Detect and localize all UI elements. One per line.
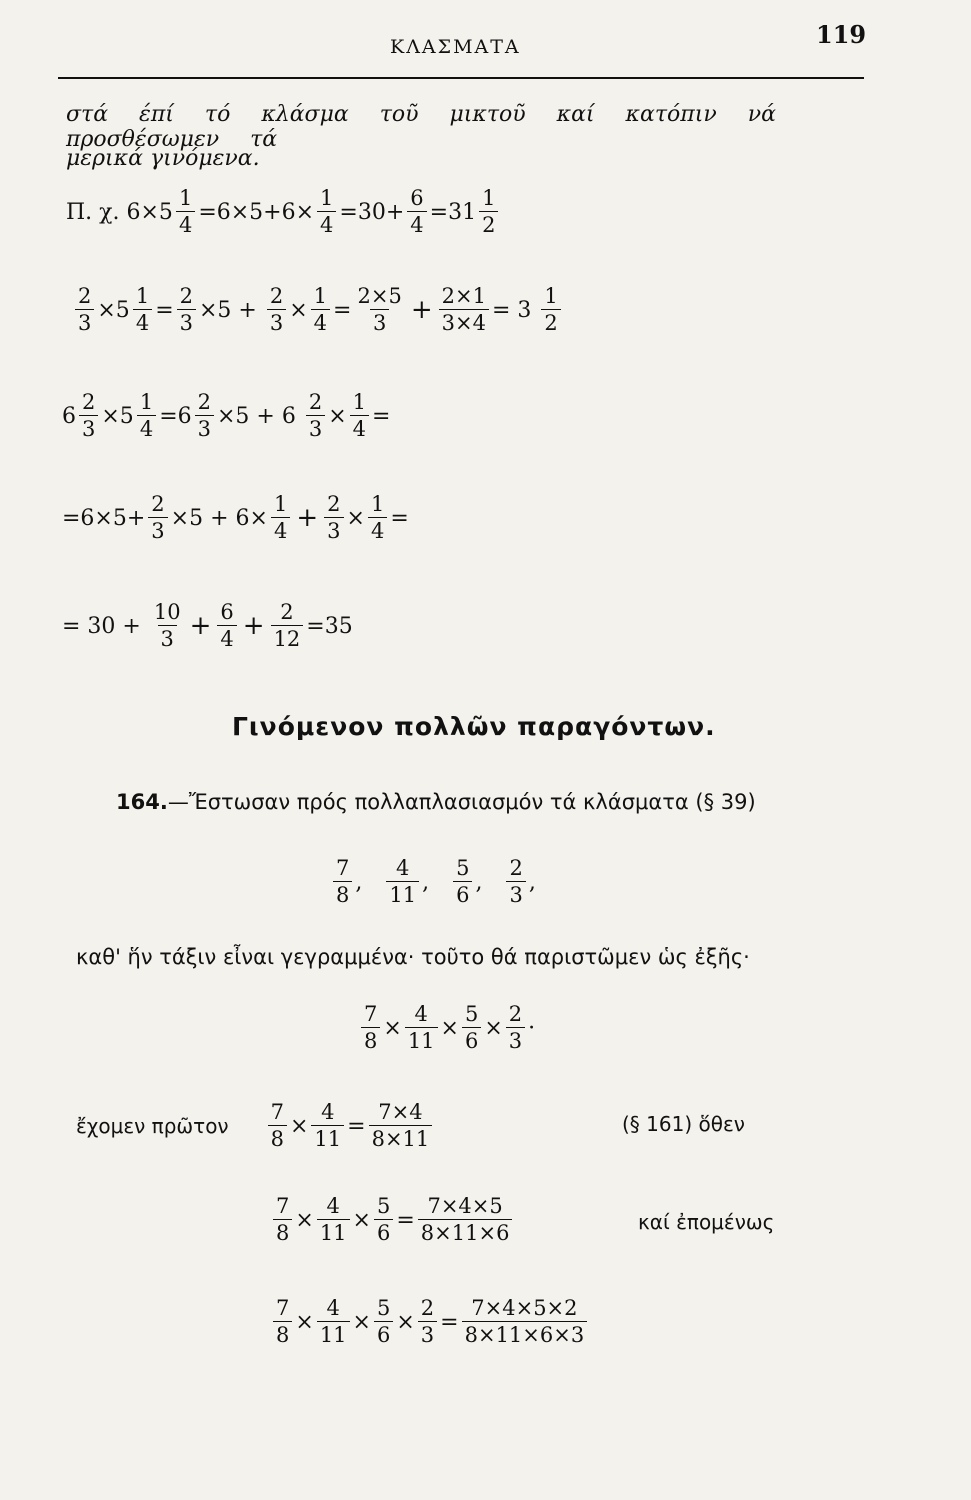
expr: =35 <box>306 613 353 639</box>
plus: + <box>296 503 319 533</box>
times: × <box>383 1015 402 1041</box>
fraction: $\frac{2}{3}$ <box>177 286 196 334</box>
fraction: $\frac{2}{12}$ <box>271 602 304 650</box>
fraction: $\frac{1}{4}$ <box>350 392 369 440</box>
fraction: $\frac{5}{6}$ <box>453 858 472 906</box>
expr: ×5 + 6× <box>170 505 268 531</box>
fraction: $\frac{7\times 4}{8\times 11}$ <box>369 1102 433 1150</box>
header-rule <box>58 77 864 79</box>
times: × <box>440 1015 459 1041</box>
example-3 <box>62 392 390 440</box>
plus: + <box>410 295 433 325</box>
fraction: $\frac{2}{3}$ <box>506 1004 525 1052</box>
product-notation <box>358 1004 535 1052</box>
example-5 <box>62 602 353 650</box>
expr: = <box>372 403 391 429</box>
fraction: $\frac{2\times 1}{3\times 4}$ <box>439 286 489 334</box>
times: × <box>289 1113 309 1139</box>
fraction: $\frac{2}{3}$ <box>79 392 98 440</box>
expr: = <box>333 297 352 323</box>
fraction-list <box>330 858 536 906</box>
times: × <box>352 1207 371 1233</box>
times: × <box>295 1207 314 1233</box>
fraction: $\frac{1}{4}$ <box>137 392 156 440</box>
fraction: $\frac{7\times 4\times 5\times 2}{8\times 11\times 6\times 3}$ <box>462 1298 588 1346</box>
plus: + <box>242 611 265 641</box>
fraction: $\frac{7\times 4\times 5}{8\times 11\times 6}$ <box>418 1196 513 1244</box>
expr: ×5 <box>101 403 134 429</box>
fraction: $\frac{6}{4}$ <box>217 602 236 650</box>
expr: =31 <box>429 199 477 225</box>
equals: = <box>440 1309 459 1335</box>
fraction: $\frac{2}{3}$ <box>148 494 167 542</box>
expr: =6 <box>159 403 192 429</box>
fraction: $\frac{4}{11}$ <box>317 1298 350 1346</box>
section-heading: Γινόμενον πολλῶν παραγόντων. <box>232 712 716 741</box>
first-step-reference: (§ 161) ὅθεν <box>622 1112 745 1136</box>
comma: , <box>355 869 363 895</box>
example-4 <box>62 494 409 542</box>
plus: + <box>189 611 212 641</box>
expr: 6 <box>62 403 76 429</box>
fraction: $\frac{7}{8}$ <box>273 1298 292 1346</box>
comma: , <box>475 869 483 895</box>
fraction: $\frac{4}{11}$ <box>311 1102 344 1150</box>
fraction: $\frac{1}{4}$ <box>176 188 195 236</box>
fraction: $\frac{7}{8}$ <box>268 1102 287 1150</box>
expr: × <box>346 505 365 531</box>
first-step <box>76 1102 435 1150</box>
fraction: $\frac{7}{8}$ <box>361 1004 380 1052</box>
intro-line-1: στά έπί τό κλάσμα τοῦ μικτοῦ καί κατόπιν νά προσθέσωμεν τά <box>66 102 776 152</box>
fraction: $\frac{4}{11}$ <box>386 858 419 906</box>
dot: · <box>528 1015 536 1041</box>
first-step-label: ἔχομεν πρῶτον <box>76 1114 229 1138</box>
fraction: $\frac{1}{4}$ <box>317 188 336 236</box>
expr: ×5 <box>97 297 130 323</box>
fraction: $\frac{4}{11}$ <box>405 1004 438 1052</box>
example-lead: Π. χ. <box>66 199 120 225</box>
fraction: $\frac{5}{6}$ <box>374 1298 393 1346</box>
times: × <box>484 1015 503 1041</box>
fraction: $\frac{2}{3}$ <box>418 1298 437 1346</box>
fraction: $\frac{2}{3}$ <box>306 392 325 440</box>
fraction: $\frac{2}{3}$ <box>195 392 214 440</box>
page-number: 119 <box>816 20 867 49</box>
equals: = <box>396 1207 415 1233</box>
expr: = 3 <box>491 297 532 323</box>
expr: = 30 + <box>62 613 141 639</box>
expr: = <box>155 297 174 323</box>
running-head: ΚΛΑΣΜΑΤΑ <box>390 36 521 58</box>
expr: × <box>289 297 308 323</box>
fraction: $\frac{2}{3}$ <box>506 858 525 906</box>
fraction: $\frac{1}{4}$ <box>368 494 387 542</box>
fraction: $\frac{1}{2}$ <box>479 188 498 236</box>
fraction: $\frac{5}{6}$ <box>374 1196 393 1244</box>
expr: × <box>328 403 347 429</box>
third-step <box>270 1298 590 1346</box>
expr: = <box>390 505 409 531</box>
fraction: $\frac{2\times 5}{3}$ <box>357 284 402 335</box>
expr: =6×5+ <box>62 505 146 531</box>
paragraph-164 <box>116 790 896 814</box>
fraction: $\frac{10}{3}$ <box>153 600 181 651</box>
fraction: $\frac{2}{3}$ <box>324 494 343 542</box>
fraction: $\frac{7}{8}$ <box>333 858 352 906</box>
fraction: $\frac{1}{4}$ <box>271 494 290 542</box>
times: × <box>396 1309 415 1335</box>
times: × <box>295 1309 314 1335</box>
paragraph-number: 164. <box>116 790 168 814</box>
fraction: $\frac{6}{4}$ <box>407 188 426 236</box>
comma: , <box>422 869 430 895</box>
fraction: $\frac{7}{8}$ <box>273 1196 292 1244</box>
paragraph-text: —Ἔστωσαν πρός πολλαπλασιασμόν τά κλάσματα (§ 39) <box>167 790 756 814</box>
times: × <box>352 1309 371 1335</box>
fraction: $\frac{1}{4}$ <box>133 286 152 334</box>
fraction: $\frac{4}{11}$ <box>317 1196 350 1244</box>
expr: =6×5+6× <box>198 199 315 225</box>
expr: 6×5 <box>126 199 173 225</box>
intro-line-2: μερικά γινόμενα. <box>66 146 260 171</box>
order-caption: καθ' ἥν τάξιν εἶναι γεγραμμένα· τοῦτο θά παριστῶμεν ὡς ἐξῆς· <box>76 945 750 969</box>
example-2 <box>72 286 564 334</box>
fraction: $\frac{1}{2}$ <box>541 286 560 334</box>
fraction: $\frac{2}{3}$ <box>267 286 286 334</box>
example-1 <box>66 188 501 236</box>
expr: =30+ <box>339 199 405 225</box>
fraction: $\frac{5}{6}$ <box>462 1004 481 1052</box>
fraction: $\frac{2}{3}$ <box>75 286 94 334</box>
comma: , <box>528 869 536 895</box>
second-step <box>270 1196 515 1244</box>
next-step-label: καί ἐπομένως <box>638 1210 775 1234</box>
fraction: $\frac{1}{4}$ <box>311 286 330 334</box>
equals: = <box>347 1113 366 1139</box>
expr: ×5 + 6 <box>217 403 296 429</box>
expr: ×5 + <box>199 297 257 323</box>
